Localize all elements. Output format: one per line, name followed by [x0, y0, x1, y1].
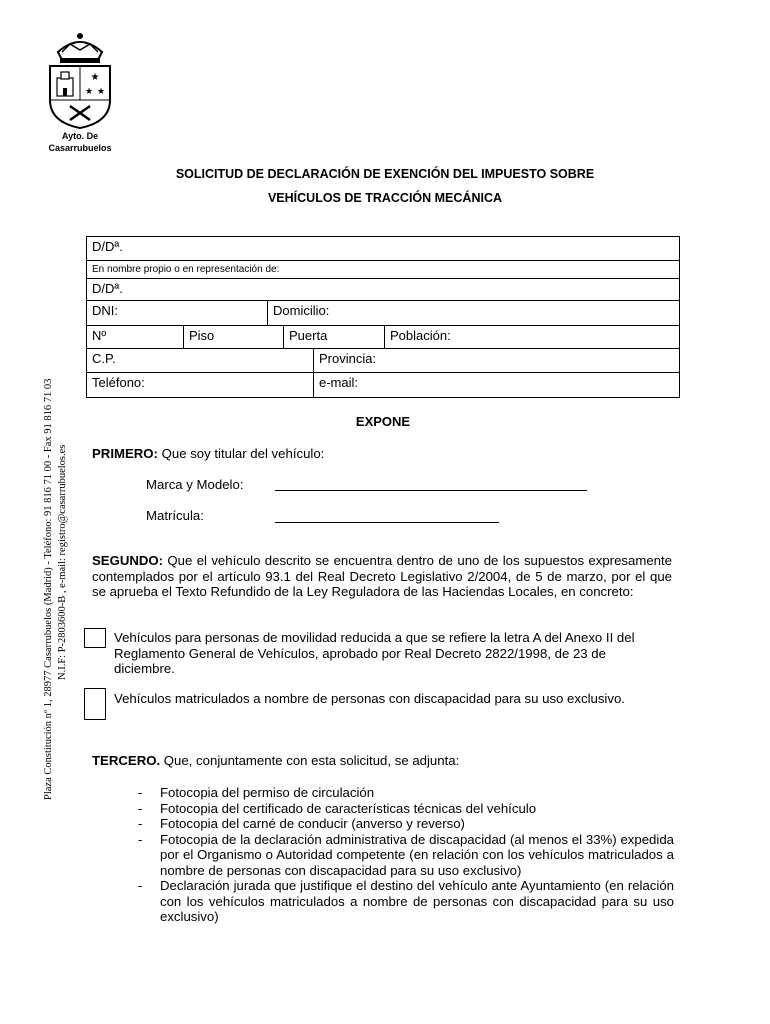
dash-bullet: - [138, 878, 143, 893]
tercero-text: Que, conjuntamente con esta solicitud, se adjunta: [160, 753, 460, 768]
option2-label: Vehículos matriculados a nombre de personas con discapacidad para su uso exclusivo. [114, 691, 625, 706]
nif-side-text: N.I.F: P-2803600-B , e-mail: registro@casarrubuelos.es [57, 444, 68, 680]
segundo-paragraph [92, 553, 672, 600]
segundo-text: Que el vehículo descrito se encuentra dentro de uno de los supuestos expresamente contemplados por el artículo 93.1 del Real Decreto Legislativo 2/2004, de 5 de marzo, por el que se aprueba el Texto Refundido de la Ley Reguladora de las Haciendas Locales, en concreto: [92, 553, 672, 599]
document-text: Fotocopia del carné de conducir (anverso y reverso) [160, 816, 465, 831]
document-text: Fotocopia de la declaración administrativa de discapacidad (al menos el 33%) expedida por el Organismo o Autoridad competente (en relación con los vehículos matriculados a nombre de personas con discapacidad para su uso exclusivo) [160, 831, 674, 878]
tercero-label: TERCERO. [92, 753, 161, 768]
name-field[interactable] [87, 237, 679, 260]
form-row-dni [87, 301, 679, 326]
numero-label: Nº [92, 328, 107, 343]
puerta-label: Puerta [289, 328, 328, 343]
dash-bullet: - [138, 800, 143, 816]
page-title-line2: VEHÍCULOS DE TRACCIÓN MECÁNICA [267, 191, 503, 205]
representation-label: En nombre propio o en representación de: [92, 264, 280, 275]
numero-field[interactable] [87, 326, 183, 348]
svg-text:★: ★ [90, 72, 100, 83]
option2-checkbox[interactable] [84, 688, 106, 720]
list-item [136, 785, 674, 801]
dash-bullet: - [138, 816, 143, 831]
dni-label: DNI: [92, 303, 118, 318]
marca-label: Marca y Modelo: [146, 477, 244, 492]
representation-field[interactable] [87, 261, 679, 278]
provincia-field[interactable] [313, 349, 679, 372]
form-row-cp [87, 349, 679, 373]
puerta-field[interactable] [283, 326, 384, 348]
address-side-text: Plaza Constitución nº 1, 28977 Casarrubuelos (Madrid) - Teléfono: 91 816 71 00 - Fax 91 816 71 03 [43, 378, 54, 800]
tercero-paragraph [92, 753, 459, 769]
dni-field[interactable] [87, 301, 267, 325]
rep-name-field[interactable] [87, 279, 679, 300]
primero-paragraph [92, 446, 324, 462]
matricula-label: Matrícula: [146, 508, 204, 523]
form-row-address [87, 326, 679, 349]
applicant-form [86, 236, 680, 398]
matricula-input-line[interactable] [275, 508, 499, 523]
list-item [136, 878, 674, 925]
provincia-label: Provincia: [319, 351, 377, 366]
domicilio-label: Domicilio: [273, 303, 330, 318]
piso-field[interactable] [183, 326, 283, 348]
list-item [136, 832, 674, 879]
ayto-line2: Casarrubuelos [48, 143, 112, 153]
cp-label: C.P. [92, 351, 116, 366]
option1-label: Vehículos para personas de movilidad reducida a que se refiere la letra A del Anexo II del Reglamento General de Vehículos, aprobado por Real Decreto 2822/1998, de 23 de diciembre. [114, 630, 635, 676]
form-row-contact [87, 373, 679, 397]
form-row-rep-name [87, 279, 679, 301]
cp-field[interactable] [87, 349, 313, 372]
document-text: Fotocopia del permiso de circulación [160, 785, 375, 800]
document-text: Declaración jurada que justifique el destino del vehículo ante Ayuntamiento (en relación con los vehículos matriculados a nombre de personas con discapacidad para su uso exclusivo) [160, 878, 674, 924]
svg-text:★: ★ [84, 87, 94, 97]
svg-text:★: ★ [96, 87, 106, 97]
form-row-name [87, 237, 679, 261]
poblacion-field[interactable] [384, 326, 679, 348]
coat-of-arms-icon [40, 30, 120, 130]
marca-input-line[interactable] [275, 476, 587, 491]
option1-checkbox[interactable] [84, 628, 106, 648]
dash-bullet: - [138, 831, 143, 847]
poblacion-label: Población: [390, 328, 451, 343]
piso-label: Piso [189, 328, 215, 343]
telefono-label: Teléfono: [92, 375, 145, 390]
list-item [136, 816, 674, 832]
email-field[interactable] [313, 373, 679, 397]
document-text: Fotocopia del certificado de características técnicas del vehículo [160, 800, 537, 816]
list-item [136, 801, 674, 817]
domicilio-field[interactable] [267, 301, 679, 325]
documents-list [136, 785, 674, 925]
segundo-label: SEGUNDO: [92, 553, 164, 568]
rep-name-label: D/Dª. [92, 281, 123, 296]
page-title-line1: SOLICITUD DE DECLARACIÓN DE EXENCIÓN DEL IMPUESTO SOBRE [175, 167, 595, 181]
name-label: D/Dª. [92, 239, 123, 254]
ayto-line1: Ayto. De [61, 131, 99, 141]
telefono-field[interactable] [87, 373, 313, 397]
expone-heading: EXPONE [355, 414, 411, 429]
primero-label: PRIMERO: [92, 446, 158, 461]
dash-bullet: - [138, 785, 143, 800]
town-hall-name [30, 130, 130, 154]
form-row-representation [87, 261, 679, 279]
email-label: e-mail: [319, 375, 359, 390]
primero-text: Que soy titular del vehículo: [157, 446, 325, 461]
